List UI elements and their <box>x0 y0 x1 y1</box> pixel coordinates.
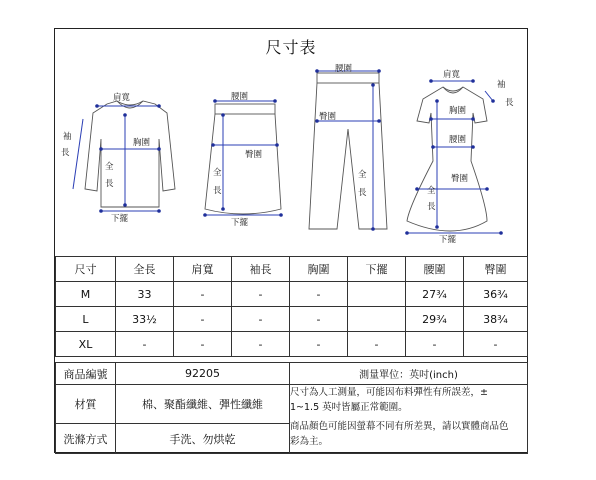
skirt-hem-label: 下擺 <box>231 218 249 228</box>
info-row-code <box>56 363 528 385</box>
dress-length-label-a: 全 <box>427 186 436 196</box>
wash-value: 手洗、勿烘乾 <box>116 424 290 454</box>
sleeve-cell: - <box>232 282 290 307</box>
size-cell: XL <box>56 332 116 357</box>
shoulder-cell: - <box>174 332 232 357</box>
material-label: 材質 <box>56 385 116 424</box>
size-table <box>55 256 528 357</box>
sleeve-cell: - <box>232 332 290 357</box>
top-chest-label: 胸圍 <box>133 138 151 148</box>
dress-waist-label: 腰圍 <box>449 135 467 145</box>
chart-title: 尺寸表 <box>265 38 317 57</box>
dress-length-label-b: 長 <box>427 202 436 212</box>
header-chest: 胸圍 <box>290 257 348 282</box>
header-size: 尺寸 <box>56 257 116 282</box>
skirt-waist-label: 腰圍 <box>231 92 249 102</box>
hip-cell: 36¾ <box>464 282 528 307</box>
dress-hip-label: 臀圍 <box>451 174 469 184</box>
info-row-material <box>56 385 528 424</box>
length-cell: 33½ <box>116 307 174 332</box>
pants-hip-label: 臀圍 <box>319 112 337 122</box>
length-cell: 33 <box>116 282 174 307</box>
material-value: 棉、聚酯纖維、彈性纖維 <box>116 385 290 424</box>
header-sleeve: 袖長 <box>232 257 290 282</box>
size-table-header-row <box>56 257 528 282</box>
garment-illustrations <box>55 29 529 257</box>
pants-length-label-a: 全 <box>358 170 367 180</box>
note-line: 彩為主。 <box>290 436 329 447</box>
pants-waist-label: 腰圍 <box>335 64 353 74</box>
hip-cell: 38¾ <box>464 307 528 332</box>
top-hem-label: 下擺 <box>111 214 129 224</box>
waist-cell: 29¾ <box>406 307 464 332</box>
table-row <box>56 282 528 307</box>
dress-sleeve-label-a: 袖 <box>497 80 506 90</box>
dress-sleeve-label-b: 長 <box>505 98 514 108</box>
note-line: 商品顏色可能因螢幕不同有所差異，請以實體商品色 <box>290 421 509 432</box>
table-row <box>56 307 528 332</box>
dress-chest-label: 胸圍 <box>449 106 467 116</box>
dress-illustration <box>405 69 514 245</box>
header-shoulder: 肩寬 <box>174 257 232 282</box>
skirt-illustration <box>203 91 283 228</box>
skirt-length-label-a: 全 <box>213 168 222 178</box>
note-line: 1~1.5 英吋皆屬正常範圍。 <box>290 402 408 413</box>
length-cell: - <box>116 332 174 357</box>
top-illustration <box>61 92 175 224</box>
top-sleeve-label-b: 長 <box>61 148 70 158</box>
top-length-label-a: 全 <box>105 162 114 172</box>
hip-cell: - <box>464 332 528 357</box>
skirt-hip-label: 臀圍 <box>245 150 263 160</box>
dress-shoulder-label: 肩寬 <box>443 70 461 80</box>
size-chart-sheet <box>54 28 528 453</box>
pants-illustration <box>309 63 387 231</box>
header-hem: 下擺 <box>348 257 406 282</box>
size-cell: M <box>56 282 116 307</box>
hem-cell: - <box>348 332 406 357</box>
shoulder-cell: - <box>174 282 232 307</box>
sleeve-cell: - <box>232 307 290 332</box>
product-code-label: 商品編號 <box>56 363 116 385</box>
chest-cell: - <box>290 332 348 357</box>
skirt-length-label-b: 長 <box>213 186 222 196</box>
wash-label: 洗滌方式 <box>56 424 116 454</box>
hem-cell <box>348 307 406 332</box>
top-shoulder-label: 肩寬 <box>113 93 131 103</box>
dress-hem-label: 下擺 <box>439 235 457 245</box>
notes-cell <box>290 385 528 454</box>
size-cell: L <box>56 307 116 332</box>
chest-cell: - <box>290 307 348 332</box>
header-hip: 臀圍 <box>464 257 528 282</box>
waist-cell: - <box>406 332 464 357</box>
unit-note: 測量單位：英吋(inch) <box>290 363 528 385</box>
shoulder-cell: - <box>174 307 232 332</box>
top-sleeve-label-a: 袖 <box>63 132 72 142</box>
table-row <box>56 332 528 357</box>
top-length-label-b: 長 <box>105 179 114 189</box>
chest-cell: - <box>290 282 348 307</box>
hem-cell <box>348 282 406 307</box>
product-code-value: 92205 <box>116 363 290 385</box>
header-length: 全長 <box>116 257 174 282</box>
note-line: 尺寸為人工測量，可能因布料彈性有所誤差，± <box>290 387 488 398</box>
header-waist: 腰圍 <box>406 257 464 282</box>
product-info-table <box>55 362 528 454</box>
pants-length-label-b: 長 <box>358 188 367 198</box>
waist-cell: 27¾ <box>406 282 464 307</box>
